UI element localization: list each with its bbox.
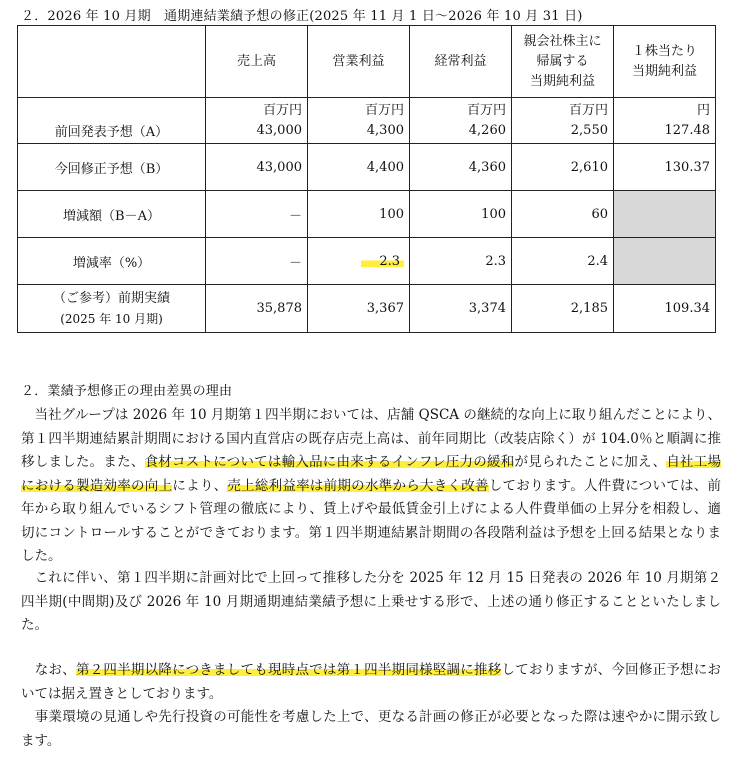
value-cell: 4,400 [308, 144, 410, 191]
table-row-previous-forecast [18, 98, 716, 144]
table-row-revised-forecast [18, 144, 716, 191]
body-paragraph: なお、第２四半期以降につきましても現時点では第１四半期同様堅調に推移しておりますが、今回修正予想においては据え置きとしております。 事業環境の見通しや先行投資の可能性を考慮した上で、更なる計画の修正が必要となった際は速やかに開示致します。 [21, 662, 722, 749]
header-ordinary-profit: 経常利益 [410, 26, 512, 98]
value-cell: 円 127.48 [614, 98, 716, 144]
table-heading: ２．2026 年 10 月期 通期連結業績予想の修正(2025 年 11 月 1 日～2026 年 10 月 31 日) [21, 9, 583, 24]
row-label: 前回発表予想（A） [18, 98, 206, 144]
header-net-income: 親会社株主に 帰属する 当期純利益 [512, 26, 614, 98]
value-cell: 4,360 [410, 144, 512, 191]
header-net-sales: 売上高 [206, 26, 308, 98]
row-label: 今回修正予想（B） [18, 144, 206, 191]
highlighted-text: 売上総利益率は前期の水準から大きく改善 [227, 477, 489, 494]
table-header-row [18, 26, 716, 98]
row-label: 増減額（B－A） [18, 191, 206, 238]
shaded-empty-cell [614, 191, 716, 238]
value-cell-highlighted: 2.3 [308, 238, 410, 285]
value-cell: 100 [410, 191, 512, 238]
value-cell: － [206, 238, 308, 285]
value-cell: 2.4 [512, 238, 614, 285]
value-cell: 2,610 [512, 144, 614, 191]
table-row-change-amount [18, 191, 716, 238]
shaded-empty-cell [614, 238, 716, 285]
row-label: 増減率（%） [18, 238, 206, 285]
section-heading: ２．業績予想修正の理由差異の理由 [21, 384, 233, 399]
value-cell: 3,367 [308, 285, 410, 333]
value-cell: 3,374 [410, 285, 512, 333]
value-cell: 百万円 4,300 [308, 98, 410, 144]
highlighted-text: 第２四半期以降につきましても現時点では第１四半期同様堅調に推移 [75, 662, 502, 678]
value-cell: 109.34 [614, 285, 716, 333]
header-blank-cell [18, 26, 206, 98]
value-cell: 2.3 [410, 238, 512, 285]
forecast-table [17, 25, 716, 333]
value-cell: 130.37 [614, 144, 716, 191]
row-label: （ご参考）前期実績 (2025 年 10 月期) [18, 285, 206, 333]
value-cell: － [206, 191, 308, 238]
body-paragraph: 当社グループは 2026 年 10 月期第１四半期においては、店舗 QSCA の継続的な向上に取り組んだことにより、第１四半期連結累計期間における国内直営店の既存店売上高は、前年同期比（改装店除く）が 104.0％と順調に推移しました。また、食材コストについては輸入品に由来するインフレ圧力の緩和が見られたことに加え、自社工場における製造効率の向上により、売上総利益率は前期の水準から大きく改善しております。人件費については、前年から取り組んでいるシフト管理の徹底により、賃上げや最低賃金引上げによる人件費単価の上昇分を相殺し、適切にコントロールすることができております。第１四半期連結累計期間の各段階利益は予想を上回る結果となりました。 [21, 407, 722, 564]
header-eps: １株当たり 当期純利益 [614, 26, 716, 98]
value-cell: 2,185 [512, 285, 614, 333]
highlighted-text: 自社工場における製造効率の向上 [21, 454, 722, 494]
value-cell: 百万円 4,260 [410, 98, 512, 144]
table-row-change-rate [18, 238, 716, 285]
value-cell: 35,878 [206, 285, 308, 333]
value-cell: 43,000 [206, 144, 308, 191]
value-cell: 百万円 2,550 [512, 98, 614, 144]
highlighted-text: 食材コストについては輸入品に由来するインフレ圧力の緩和 [144, 454, 515, 470]
value-cell: 100 [308, 191, 410, 238]
value-cell: 60 [512, 191, 614, 238]
body-paragraph: これに伴い、第１四半期に計画対比で上回って推移した分を 2025 年 12 月 15 日発表の 2026 年 10 月期第２四半期(中間期)及び 2026 年 10 月期通期連結業績予想に上乗せする形で、上述の通り修正することといたしました。 [21, 570, 721, 633]
header-operating-profit: 営業利益 [308, 26, 410, 98]
table-row-prior-year-actual [18, 285, 716, 333]
value-cell: 百万円 43,000 [206, 98, 308, 144]
